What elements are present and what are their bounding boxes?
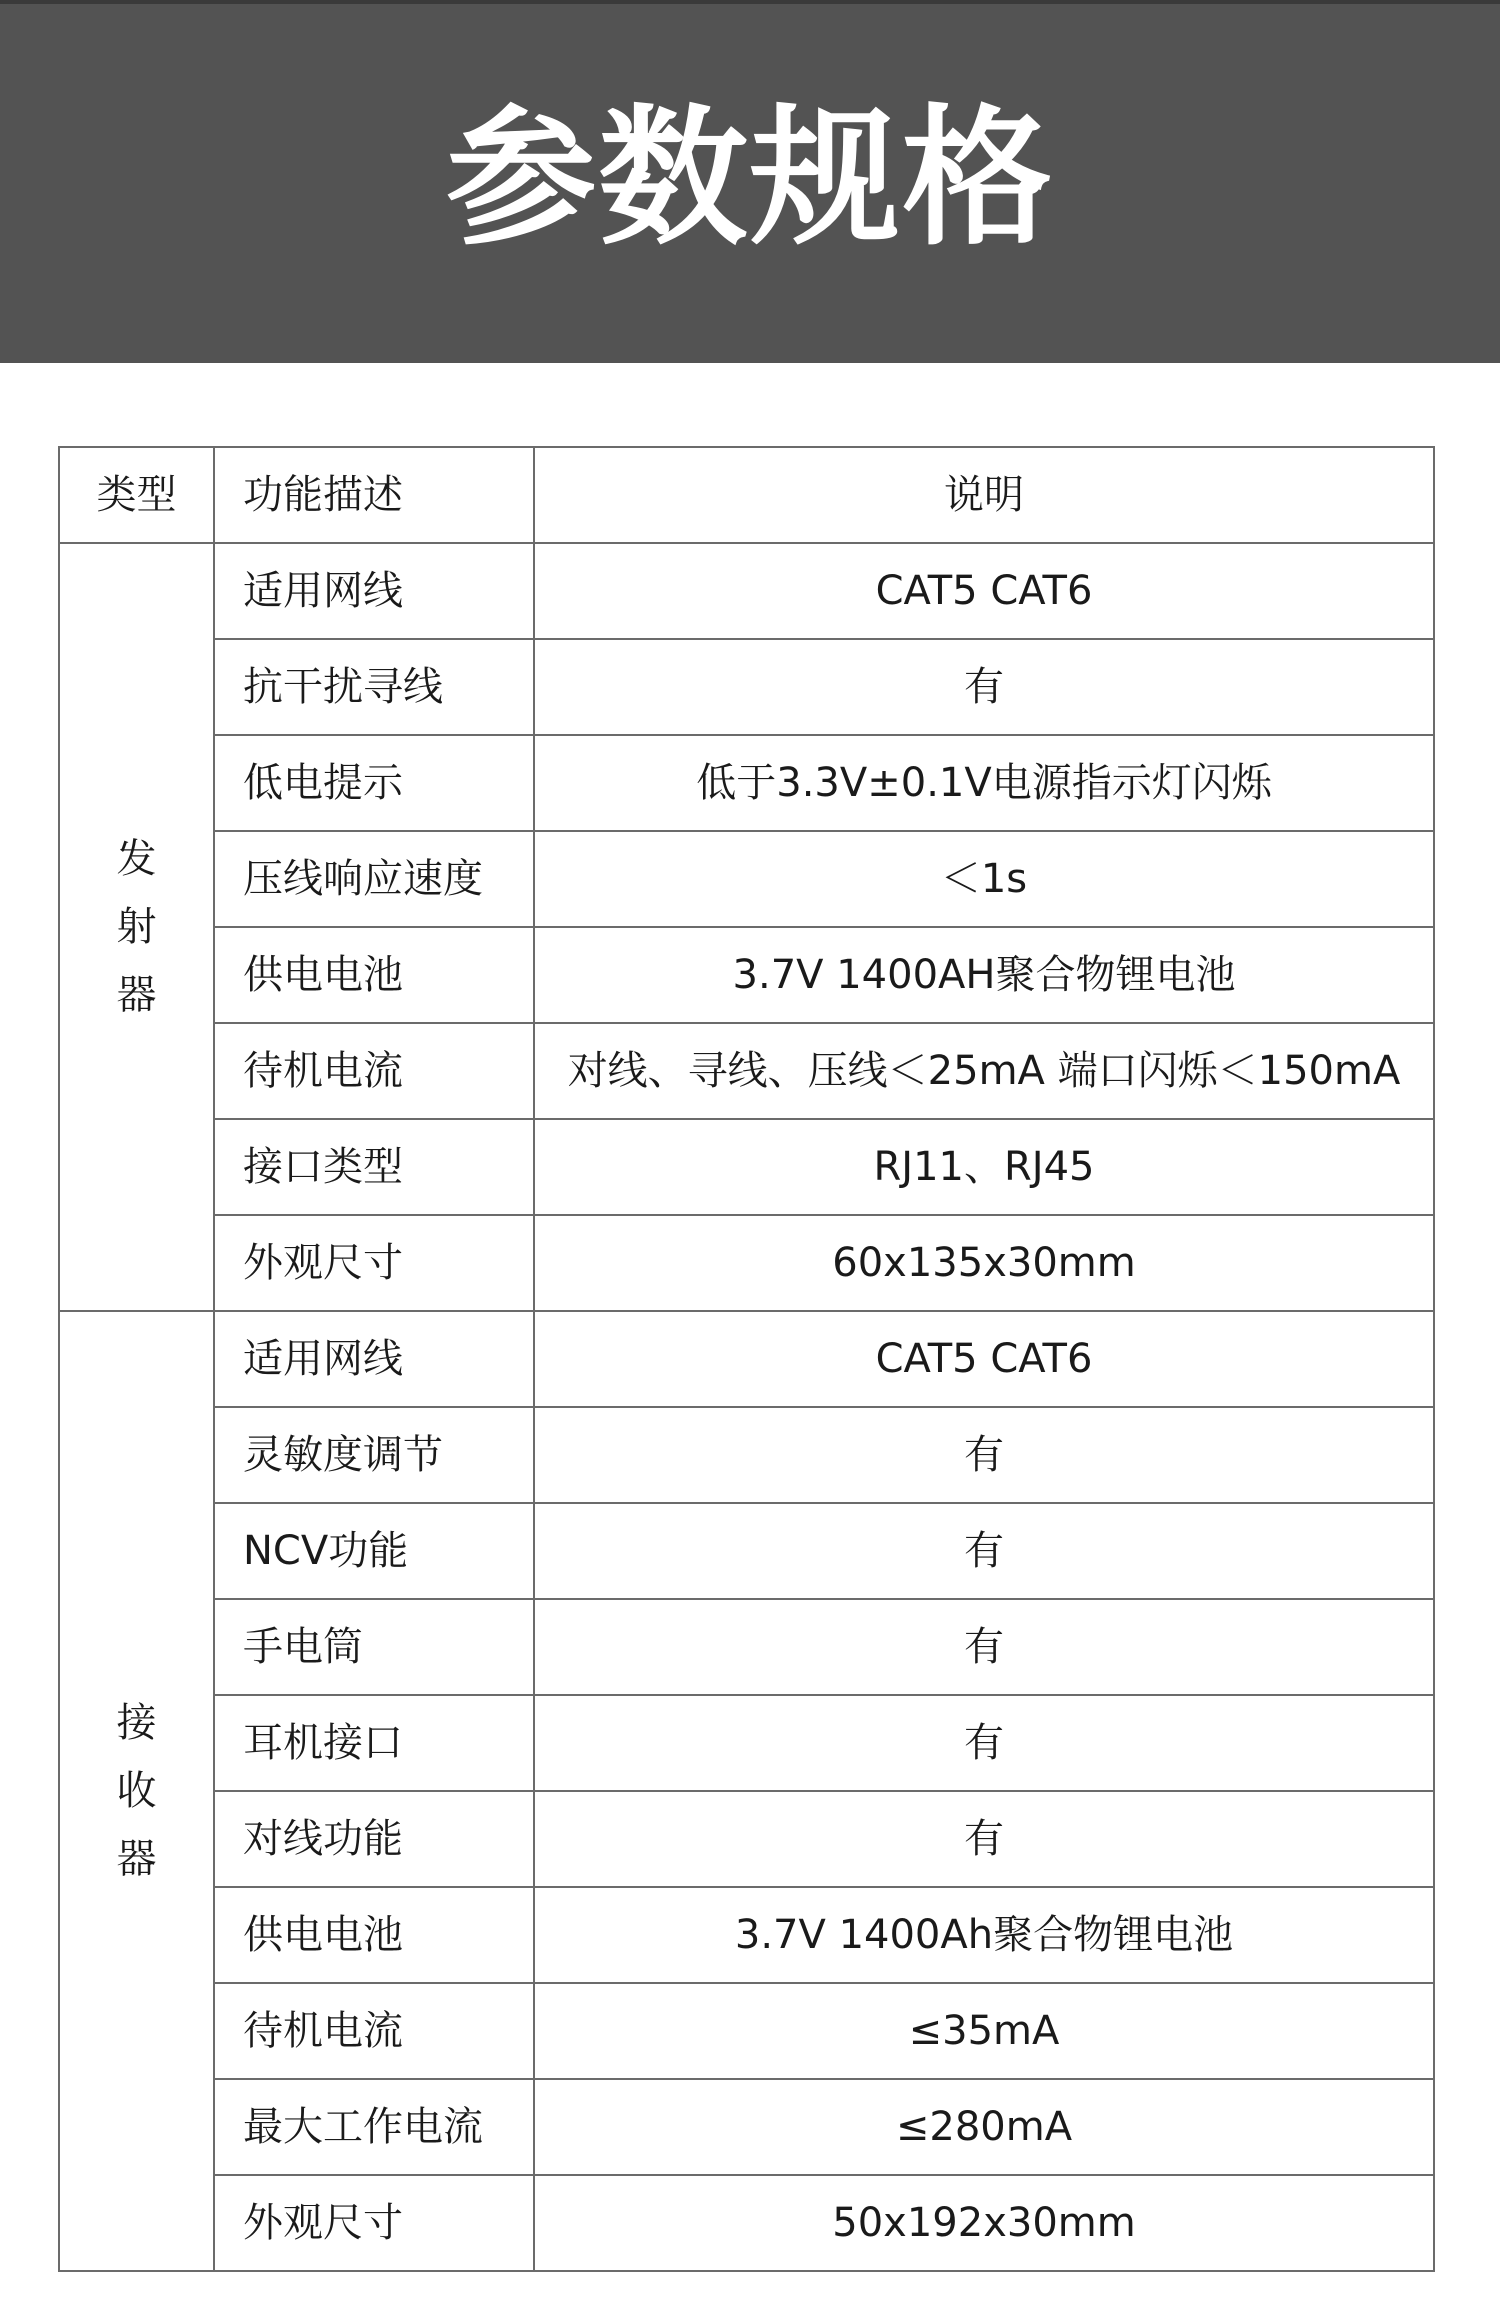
value-cell: 3.7V 1400AH聚合物锂电池 (534, 927, 1434, 1023)
table-row (59, 1407, 1434, 1503)
group-label-receiver: 接收器 (116, 1700, 157, 1882)
function-cell: 供电电池 (214, 927, 534, 1023)
function-cell: 外观尺寸 (214, 2175, 534, 2271)
function-cell: 压线响应速度 (214, 831, 534, 927)
value-cell: 有 (534, 639, 1434, 735)
group-cell-transmitter (59, 543, 214, 1311)
table-row (59, 1311, 1434, 1407)
value-cell: CAT5 CAT6 (534, 543, 1434, 639)
header-function: 功能描述 (214, 447, 534, 543)
value-cell: 低于3.3V±0.1V电源指示灯闪烁 (534, 735, 1434, 831)
spec-table-body (59, 447, 1434, 2271)
value-cell: RJ11、RJ45 (534, 1119, 1434, 1215)
header-type: 类型 (59, 447, 214, 543)
header-description: 说明 (534, 447, 1434, 543)
table-row (59, 1983, 1434, 2079)
group-cell-receiver (59, 1311, 214, 2271)
table-row (59, 735, 1434, 831)
function-cell: 待机电流 (214, 1983, 534, 2079)
function-cell: 适用网线 (214, 1311, 534, 1407)
value-cell: 对线、寻线、压线＜25mA 端口闪烁＜150mA (534, 1023, 1434, 1119)
function-cell: 待机电流 (214, 1023, 534, 1119)
value-cell: 有 (534, 1599, 1434, 1695)
table-row (59, 2175, 1434, 2271)
function-cell: 适用网线 (214, 543, 534, 639)
table-row (59, 1887, 1434, 1983)
group-label-transmitter: 发射器 (116, 836, 157, 1018)
function-cell: 供电电池 (214, 1887, 534, 1983)
value-cell: 3.7V 1400Ah聚合物锂电池 (534, 1887, 1434, 1983)
value-cell: 有 (534, 1503, 1434, 1599)
function-cell: NCV功能 (214, 1503, 534, 1599)
page-header (0, 0, 1500, 363)
table-row (59, 543, 1434, 639)
value-cell: 50x192x30mm (534, 2175, 1434, 2271)
table-row (59, 1791, 1434, 1887)
function-cell: 接口类型 (214, 1119, 534, 1215)
function-cell: 对线功能 (214, 1791, 534, 1887)
value-cell: ≤280mA (534, 2079, 1434, 2175)
value-cell: ≤35mA (534, 1983, 1434, 2079)
table-row (59, 1119, 1434, 1215)
function-cell: 最大工作电流 (214, 2079, 534, 2175)
value-cell: 有 (534, 1407, 1434, 1503)
value-cell: 60x135x30mm (534, 1215, 1434, 1311)
table-header-row (59, 447, 1434, 543)
table-row (59, 639, 1434, 735)
function-cell: 抗干扰寻线 (214, 639, 534, 735)
spec-table (58, 446, 1435, 2272)
function-cell: 灵敏度调节 (214, 1407, 534, 1503)
value-cell: 有 (534, 1695, 1434, 1791)
table-row (59, 2079, 1434, 2175)
table-row (59, 1695, 1434, 1791)
table-row (59, 1599, 1434, 1695)
function-cell: 手电筒 (214, 1599, 534, 1695)
table-row (59, 1023, 1434, 1119)
function-cell: 耳机接口 (214, 1695, 534, 1791)
table-row (59, 1215, 1434, 1311)
value-cell: CAT5 CAT6 (534, 1311, 1434, 1407)
page-title: 参数规格 (445, 91, 1054, 266)
function-cell: 外观尺寸 (214, 1215, 534, 1311)
value-cell: 有 (534, 1791, 1434, 1887)
table-row (59, 927, 1434, 1023)
function-cell: 低电提示 (214, 735, 534, 831)
table-row (59, 1503, 1434, 1599)
value-cell: ＜1s (534, 831, 1434, 927)
table-row (59, 831, 1434, 927)
